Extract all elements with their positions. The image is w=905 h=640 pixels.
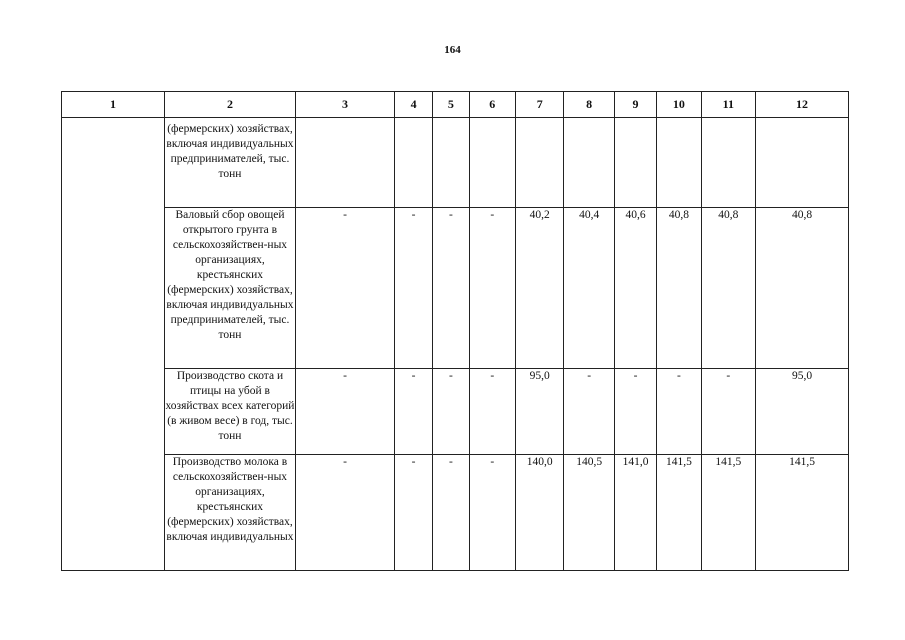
- table-cell: [564, 118, 614, 208]
- table-cell: -: [433, 455, 469, 571]
- table-cell: [433, 118, 469, 208]
- column-header: 6: [469, 92, 515, 118]
- table-cell: -: [394, 455, 432, 571]
- column-header: 3: [296, 92, 395, 118]
- table-cell: [296, 118, 395, 208]
- header-row: [62, 92, 849, 118]
- table-cell: -: [394, 208, 432, 369]
- column-header: 9: [614, 92, 656, 118]
- table-cell: 140,5: [564, 455, 614, 571]
- table-row: [62, 118, 849, 208]
- table-cell: -: [296, 369, 395, 455]
- table-cell: -: [701, 369, 755, 455]
- column-header: 12: [756, 92, 849, 118]
- table-cell: -: [657, 369, 701, 455]
- table-cell: 40,6: [614, 208, 656, 369]
- table-cell: 40,8: [701, 208, 755, 369]
- table-cell: [394, 118, 432, 208]
- column-header: 1: [62, 92, 165, 118]
- row-description: Валовый сбор овощей открытого грунта в сельскохозяйствен-ных организациях, крестьянских (фермерских) хозяйствах, включая индивидуальных предпринимателей, тыс. тонн: [164, 208, 295, 369]
- table-cell: -: [469, 208, 515, 369]
- table-cell: 141,5: [657, 455, 701, 571]
- table-cell: 40,8: [657, 208, 701, 369]
- table-cell: [469, 118, 515, 208]
- table-cell: [614, 118, 656, 208]
- table-row: [62, 455, 849, 571]
- table-cell: 141,5: [756, 455, 849, 571]
- row-description: Производство скота и птицы на убой в хозяйствах всех категорий (в живом весе) в год, тыс. тонн: [164, 369, 295, 455]
- table-cell: [657, 118, 701, 208]
- column-header: 2: [164, 92, 295, 118]
- table-cell: -: [296, 455, 395, 571]
- row-description: (фермерских) хозяйствах, включая индивидуальных предпринимателей, тыс. тонн: [164, 118, 295, 208]
- merged-first-column-cell: [62, 118, 165, 571]
- column-header: 5: [433, 92, 469, 118]
- table-row: [62, 208, 849, 369]
- table-cell: 95,0: [756, 369, 849, 455]
- table-cell: 141,5: [701, 455, 755, 571]
- table-cell: 95,0: [515, 369, 563, 455]
- table-cell: 140,0: [515, 455, 563, 571]
- table-row: [62, 369, 849, 455]
- table-cell: -: [433, 369, 469, 455]
- column-header: 11: [701, 92, 755, 118]
- table-cell: [756, 118, 849, 208]
- table-cell: -: [394, 369, 432, 455]
- table-cell: 141,0: [614, 455, 656, 571]
- row-description: Производство молока в сельскохозяйствен-ных организациях, крестьянских (фермерских) хозяйствах, включая индивидуальных: [164, 455, 295, 571]
- column-header: 7: [515, 92, 563, 118]
- table-cell: -: [296, 208, 395, 369]
- data-table: [61, 91, 849, 571]
- table-cell: -: [469, 369, 515, 455]
- table-cell: -: [614, 369, 656, 455]
- table-cell: [701, 118, 755, 208]
- column-header: 10: [657, 92, 701, 118]
- page-number: 164: [444, 44, 461, 56]
- table-cell: 40,8: [756, 208, 849, 369]
- table-cell: -: [469, 455, 515, 571]
- column-header: 4: [394, 92, 432, 118]
- table-cell: 40,4: [564, 208, 614, 369]
- table-cell: -: [433, 208, 469, 369]
- table-cell: 40,2: [515, 208, 563, 369]
- column-header: 8: [564, 92, 614, 118]
- table-cell: [515, 118, 563, 208]
- table-cell: -: [564, 369, 614, 455]
